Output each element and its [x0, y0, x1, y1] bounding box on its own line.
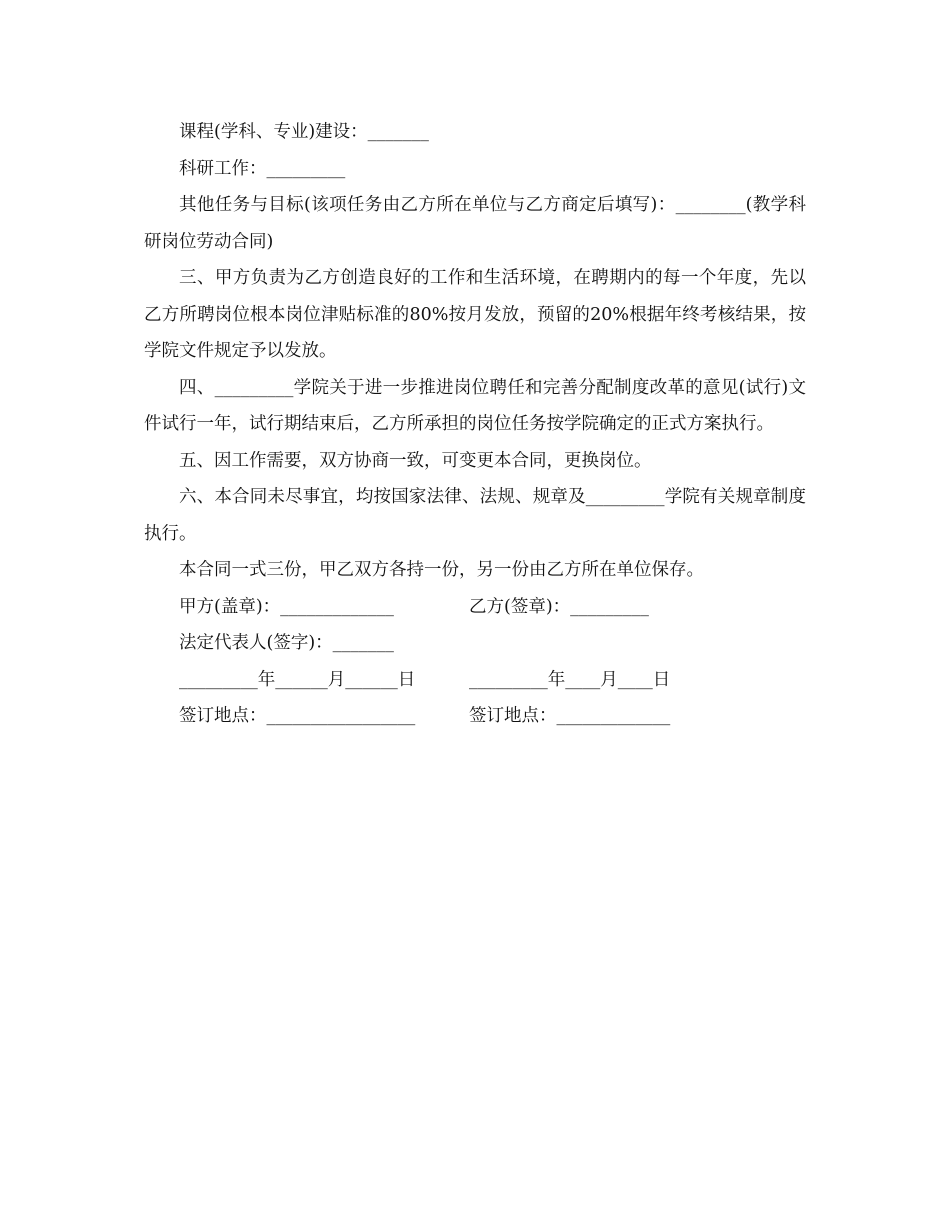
paragraph-course-construction: 课程(学科、专业)建设：_______	[179, 122, 429, 142]
signature-parties-row	[144, 589, 806, 626]
paragraph-clause-four: 四、_________学院关于进一步推进岗位聘任和完善分配制度改革的意见(试行)文件试行一年，试行期结束后，乙方所承担的岗位任务按学院确定的正式方案执行。	[144, 377, 806, 434]
party-a-date: _________年______月______日	[179, 669, 416, 690]
paragraph-other-tasks: 其他任务与目标(该项任务由乙方所在单位与乙方商定后填写)：________(教学科研岗位劳动合同)	[144, 195, 806, 252]
paragraph-clause-six: 六、本合同未尽事宜，均按国家法律、法规、规章及_________学院有关规章制度执行。	[144, 487, 806, 544]
document-body	[144, 114, 806, 735]
party-a-signing-place: 签订地点：_________________	[179, 706, 416, 726]
signature-dates-row	[144, 662, 806, 699]
paragraph-clause-three: 三、甲方负责为乙方创造良好的工作和生活环境，在聘期内的每一个年度，先以乙方所聘岗位根本岗位津贴标准的80%按月发放，预留的20%根据年终考核结果，按学院文件规定予以发放。	[144, 268, 806, 361]
paragraph-copies: 本合同一式三份，甲乙双方各持一份，另一份由乙方所在单位保存。	[179, 560, 704, 580]
party-b-signature: 乙方(签章)：_________	[469, 596, 649, 617]
paragraph-clause-five: 五、因工作需要，双方协商一致，可变更本合同，更换岗位。	[179, 450, 652, 471]
paragraph-research-work: 科研工作：_________	[179, 158, 346, 179]
party-b-date: _________年____月____日	[469, 669, 671, 690]
party-b-signing-place: 签订地点：_____________	[469, 706, 671, 726]
signing-place-row	[144, 698, 806, 735]
legal-representative-signature: 法定代表人(签字)：_______	[179, 633, 394, 653]
party-a-seal: 甲方(盖章)：_____________	[179, 596, 394, 617]
